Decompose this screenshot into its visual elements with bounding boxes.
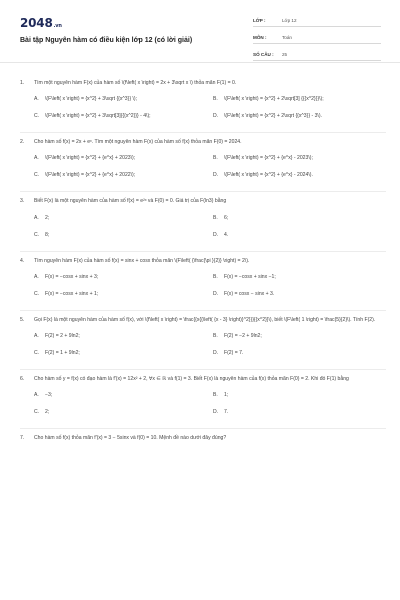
divider	[20, 310, 386, 311]
option-letter: C.	[34, 172, 40, 179]
meta-value: Toán	[282, 34, 292, 40]
meta-row-class	[253, 14, 381, 27]
option-letter: D.	[213, 409, 219, 416]
option-text: F(x) = −cosx + sinx + 3;	[45, 273, 99, 280]
option-text: \(F\left( x \right) = {x^2} + {e^x} - 2023\);	[224, 155, 313, 162]
answer-options	[34, 392, 386, 426]
question-number: 5.	[20, 316, 25, 323]
question-number: 6.	[20, 376, 25, 383]
option-b[interactable]	[213, 392, 386, 399]
meta-key: LỚP :	[253, 17, 266, 23]
option-d[interactable]	[213, 113, 386, 120]
logo-text: 2048	[20, 16, 53, 30]
option-d[interactable]	[213, 291, 386, 298]
meta-value: Lớp 12	[282, 17, 297, 23]
question-1	[20, 80, 386, 130]
meta-info	[253, 14, 381, 65]
option-letter: C.	[34, 350, 40, 357]
option-text: 1;	[224, 392, 229, 399]
option-letter: A.	[34, 333, 39, 340]
option-letter: B.	[213, 96, 218, 103]
option-c[interactable]	[34, 172, 207, 179]
option-text: F(2) = 7.	[224, 350, 244, 357]
option-b[interactable]	[213, 333, 386, 340]
option-letter: B.	[213, 273, 218, 280]
option-text: F(2) = −2 + 9ln2;	[224, 333, 262, 340]
meta-value: 25	[282, 51, 288, 57]
question-3	[20, 198, 386, 248]
option-text: \(F\left( x \right) = {x^2} + {e^x} + 2022\);	[45, 172, 136, 179]
option-letter: C.	[34, 231, 40, 238]
question-number: 3.	[20, 198, 25, 205]
option-letter: D.	[213, 172, 219, 179]
option-letter: C.	[34, 290, 40, 297]
option-letter: D.	[213, 350, 219, 357]
question-stem: Biết F(x) là một nguyên hàm của hàm số f(x) = e²ˣ và F(0) = 0. Giá trị của F(ln3) bằng	[34, 198, 227, 205]
option-d[interactable]	[213, 232, 386, 239]
question-stem: Cho hàm số y = f(x) có đạo hàm là f'(x) = 12x² + 2, ∀x ∈ ℝ và f(1) = 3. Biết F(x) là nguyên hàm của f(x) thỏa mãn F(0) = 2. Khi đó F(1) bằng	[34, 376, 349, 383]
meta-key: SỐ CÂU :	[253, 51, 274, 57]
meta-row-count	[253, 48, 381, 61]
option-text: \(F\left( x \right) = {x^2} + {e^x} - 2024\).	[224, 172, 313, 179]
option-letter: B.	[213, 333, 218, 340]
option-letter: D.	[213, 290, 219, 297]
option-c[interactable]	[34, 291, 207, 298]
logo-suffix: .vn	[53, 23, 62, 29]
option-b[interactable]	[213, 155, 386, 162]
question-list	[20, 80, 386, 442]
option-d[interactable]	[213, 409, 386, 416]
divider	[20, 132, 386, 133]
question-stem: Cho hàm số f(x) = 2x + eˣ. Tìm một nguyên hàm F(x) của hàm số f(x) thỏa mãn F(0) = 2024.	[34, 139, 242, 146]
option-letter: B.	[213, 214, 218, 221]
question-number: 2.	[20, 139, 25, 146]
question-stem: Tìm một nguyên hàm F(x) của hàm số \(f\left( x \right) = 2x + 3\sqrt x \) thỏa mãn F(1) = 0.	[34, 80, 237, 86]
option-text: −3;	[45, 392, 53, 399]
option-d[interactable]	[213, 350, 386, 357]
answer-options	[34, 96, 386, 130]
question-stem: Cho hàm số f(x) thỏa mãn f'(x) = 3 − 5sinx và f(0) = 10. Mệnh đề nào dưới đây đúng?	[34, 435, 227, 442]
option-b[interactable]	[213, 96, 386, 103]
question-2	[20, 139, 386, 189]
option-text: 4.	[224, 231, 229, 238]
option-text: F(2) = 1 + 9ln2;	[45, 350, 80, 357]
meta-key: MÔN :	[253, 34, 267, 40]
option-text: \(F\left( x \right) = {x^2} + 3\sqrt {{x^3}} \);	[45, 96, 137, 103]
question-7	[20, 435, 386, 442]
meta-row-subject	[253, 31, 381, 44]
divider	[20, 428, 386, 429]
option-text: \(F\left( x \right) = {x^2} + 2\sqrt[3] {{{x^2}}}\);	[224, 96, 324, 103]
option-b[interactable]	[213, 215, 386, 222]
option-text: F(x) = cosx − sinx + 3.	[224, 290, 275, 297]
option-a[interactable]	[34, 96, 207, 103]
answer-options	[34, 215, 386, 249]
option-text: 7.	[224, 409, 229, 416]
option-letter: A.	[34, 214, 39, 221]
page-title: Bài tập Nguyên hàm có điều kiện lớp 12 (có lời giải)	[20, 37, 193, 44]
question-stem: Tìm nguyên hàm F(x) của hàm số f(x) = sinx + cosx thỏa mãn \(F\left( {\frac{\pi }{2}} \right) = 2\).	[34, 257, 250, 264]
option-c[interactable]	[34, 409, 207, 416]
page-header	[0, 0, 400, 63]
option-text: 8;	[45, 231, 50, 238]
question-4	[20, 258, 386, 308]
option-text: 2;	[45, 409, 50, 416]
question-number: 1.	[20, 80, 25, 86]
question-5	[20, 317, 386, 367]
answer-options	[34, 155, 386, 189]
option-letter: A.	[34, 155, 39, 162]
option-c[interactable]	[34, 232, 207, 239]
site-logo[interactable]	[20, 16, 62, 30]
option-letter: B.	[213, 155, 218, 162]
option-text: \(F\left( x \right) = {x^2} + {e^x} + 2023\);	[45, 155, 136, 162]
option-text: F(x) = −cosx + sinx −1;	[224, 273, 276, 280]
option-letter: B.	[213, 392, 218, 399]
option-a[interactable]	[34, 215, 207, 222]
option-a[interactable]	[34, 333, 207, 340]
option-c[interactable]	[34, 113, 207, 120]
option-text: \(F\left( x \right) = {x^2} + 2\sqrt {{x^3}} - 3\).	[224, 113, 322, 120]
question-number: 7.	[20, 435, 25, 442]
question-number: 4.	[20, 257, 25, 264]
option-b[interactable]	[213, 274, 386, 281]
question-6	[20, 376, 386, 426]
option-a[interactable]	[34, 274, 207, 281]
option-d[interactable]	[213, 172, 386, 179]
option-letter: C.	[34, 409, 40, 416]
option-letter: D.	[213, 113, 219, 120]
option-letter: C.	[34, 113, 40, 120]
option-text: 6;	[224, 214, 229, 221]
divider	[20, 251, 386, 252]
option-letter: D.	[213, 231, 219, 238]
divider	[20, 369, 386, 370]
answer-options	[34, 333, 386, 367]
option-text: F(x) = −cosx + sinx + 1;	[45, 290, 99, 297]
option-c[interactable]	[34, 350, 207, 357]
option-text: 2;	[45, 214, 50, 221]
option-letter: A.	[34, 392, 39, 399]
option-letter: A.	[34, 96, 39, 103]
option-text: \(F\left( x \right) = {x^2} + 3\sqrt[3]{{{x^2}}} - 4\);	[45, 113, 151, 120]
option-a[interactable]	[34, 155, 207, 162]
option-a[interactable]	[34, 392, 207, 399]
answer-options	[34, 274, 386, 308]
question-stem: Gọi F(x) là một nguyên hàm của hàm số f(x), với \(f\left( x \right) = \frac{{x{{\left( {x - 3} \right)}^2}}}{{x^2}}\), biết \(F\left( 1 \right) = \frac{5}{2}\). Tính F(2).	[34, 316, 376, 323]
option-letter: A.	[34, 273, 39, 280]
divider	[20, 191, 386, 192]
option-text: F(2) = 2 + 9ln2;	[45, 333, 80, 340]
